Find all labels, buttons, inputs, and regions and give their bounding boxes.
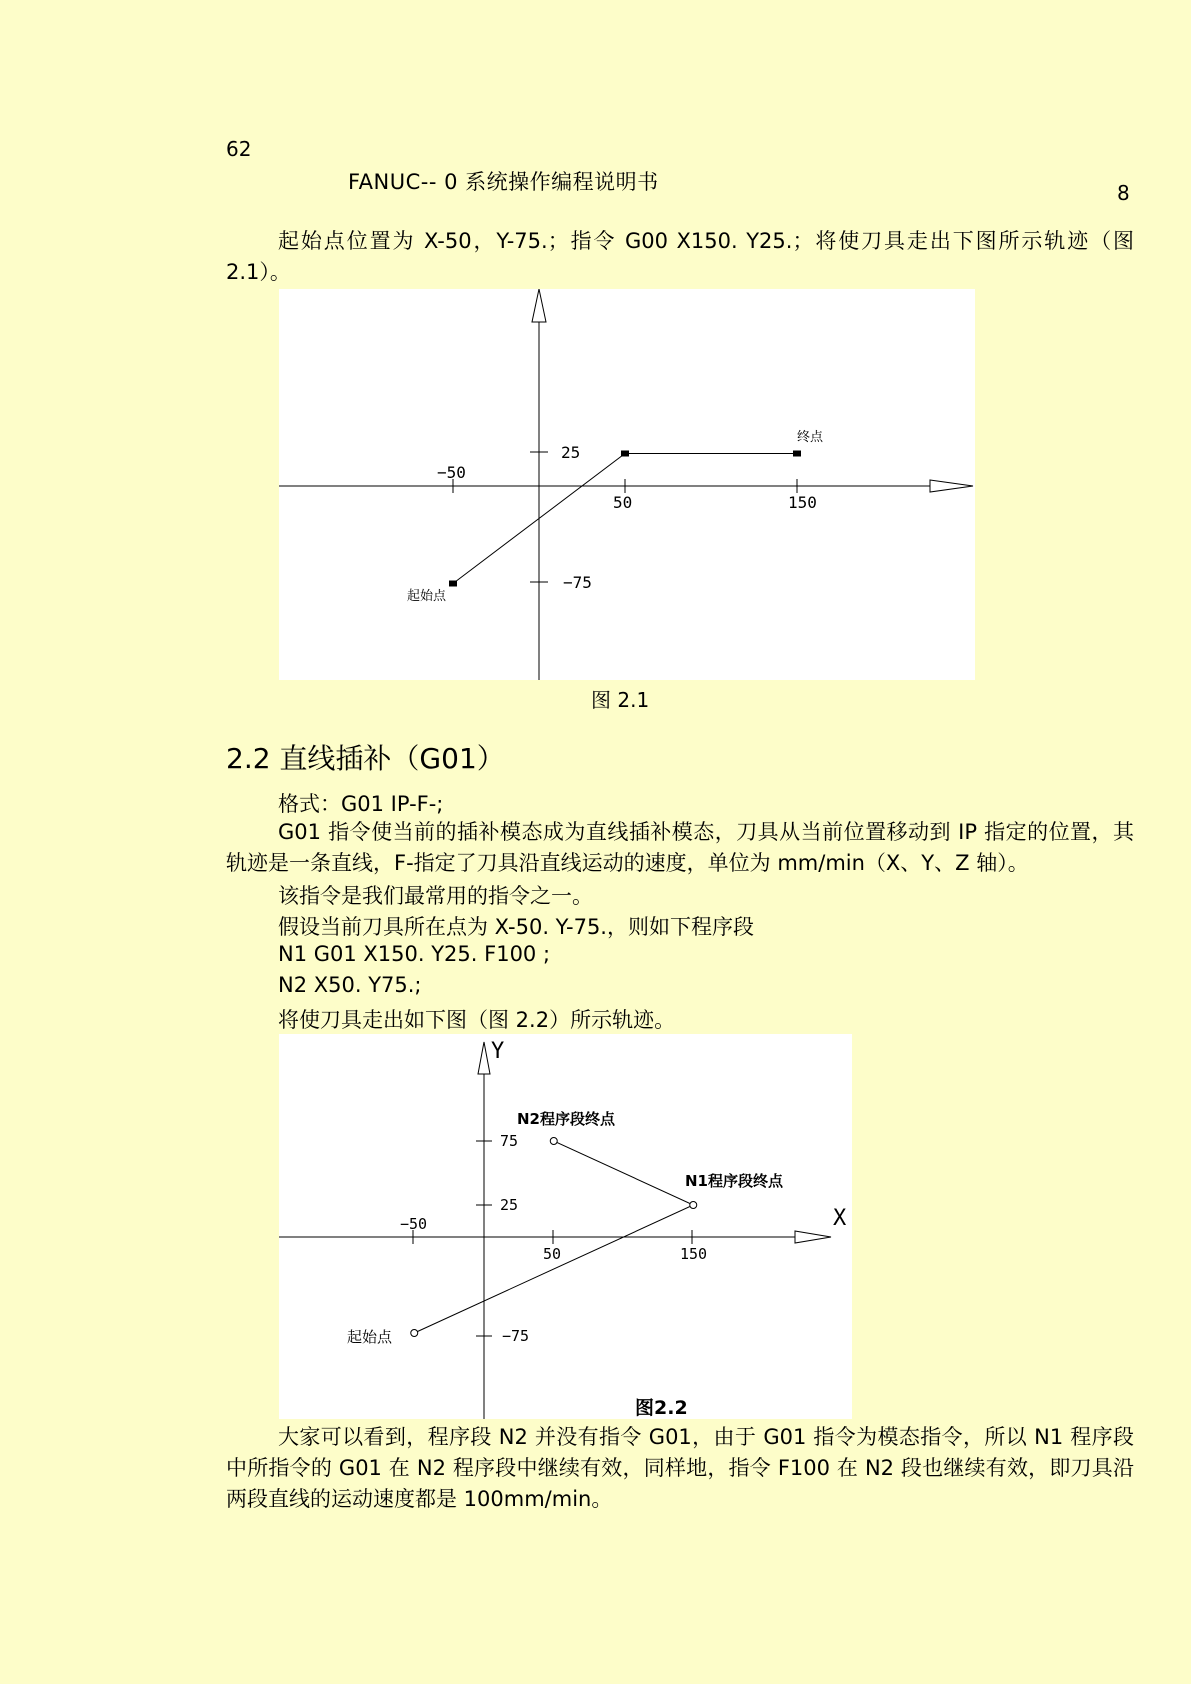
y-tick-label-25: 25 [561, 443, 581, 462]
x-axis-arrow [795, 1231, 831, 1243]
y-tick-label-neg75: −75 [502, 1327, 530, 1345]
intro-paragraph: 起始点位置为 X-50，Y-75.；指令 G00 X150. Y25.；将使刀具走出下图所示轨迹（图 2.1）。 [226, 229, 1134, 284]
label-n1-end-point: N1程序段终点 [685, 1172, 783, 1190]
x-axis-arrow [930, 480, 973, 492]
figure-2-1-path-point-2 [793, 451, 801, 457]
figure-2-2 [279, 1034, 852, 1419]
figure-2-2-plot [279, 1034, 852, 1419]
x-axis-label: X [833, 1206, 847, 1231]
y-tick-label-neg75: −75 [563, 573, 592, 592]
figure-2-1-tool-path [453, 454, 797, 584]
x-tick-label-150: 150 [788, 493, 817, 512]
y-axis-arrow [532, 289, 546, 322]
closing-paragraph: 大家可以看到，程序段 N2 并没有指令 G01，由于 G01 指令为模态指令，所以 N1 程序段中所指令的 G01 在 N2 程序段中继续有效，同样地，指令 F100 在 N2 段也继续有效，即刀具沿两段直线的运动速度都是 100mm/min。 [226, 1425, 1134, 1511]
document-header-title: FANUC-- 0 系统操作编程说明书 [348, 170, 659, 194]
label-start-point: 起始点 [347, 1328, 393, 1346]
y-axis-label: Y [491, 1039, 505, 1064]
x-tick-label-neg50: −50 [437, 463, 466, 482]
g01-description-paragraph: G01 指令使当前的插补模态成为直线插补模态，刀具从当前位置移动到 IP 指定的位置，其轨迹是一条直线，F-指定了刀具沿直线运动的速度，单位为 mm/min（X、Y、Z 轴）。 [226, 820, 1134, 875]
x-tick-label-50: 50 [543, 1245, 562, 1263]
figure-2-1-plot [279, 289, 975, 680]
format-line: 格式：G01 IP-F-; [278, 792, 444, 816]
x-tick-label-neg50: −50 [400, 1215, 428, 1233]
page-number-right: 8 [1117, 181, 1130, 205]
figure-2-1-caption: 图 2.1 [591, 688, 650, 712]
result-line: 将使刀具走出如下图（图 2.2）所示轨迹。 [278, 1008, 676, 1032]
code-line-n1: N1 G01 X150. Y25. F100 ; [278, 942, 551, 966]
figure-2-1 [279, 289, 975, 680]
figure-2-2-path-point-1 [690, 1202, 697, 1209]
y-tick-label-25: 25 [500, 1196, 519, 1214]
label-n2-end-point: N2程序段终点 [517, 1110, 615, 1128]
x-tick-label-150: 150 [680, 1245, 708, 1263]
section-title: 2.2 直线插补（G01） [226, 742, 505, 775]
y-axis-arrow [478, 1042, 490, 1074]
figure-2-2-path-point-2 [550, 1138, 557, 1145]
x-tick-label-50: 50 [613, 493, 633, 512]
figure-2-2-path-point-0 [411, 1330, 418, 1337]
code-line-n2: N2 X50. Y75.; [278, 973, 422, 997]
page-number-top: 62 [226, 137, 252, 161]
assume-position-line: 假设当前刀具所在点为 X-50. Y-75.，则如下程序段 [278, 915, 754, 939]
figure-2-2-caption: 图2.2 [635, 1397, 688, 1419]
figure-2-1-path-point-0 [449, 581, 457, 587]
label-end-point: 终点 [797, 430, 824, 445]
common-instruction-line: 该指令是我们最常用的指令之一。 [278, 884, 593, 908]
label-start-point: 起始点 [407, 589, 447, 604]
figure-2-1-path-point-1 [621, 451, 629, 457]
y-tick-label-75: 75 [500, 1132, 519, 1150]
